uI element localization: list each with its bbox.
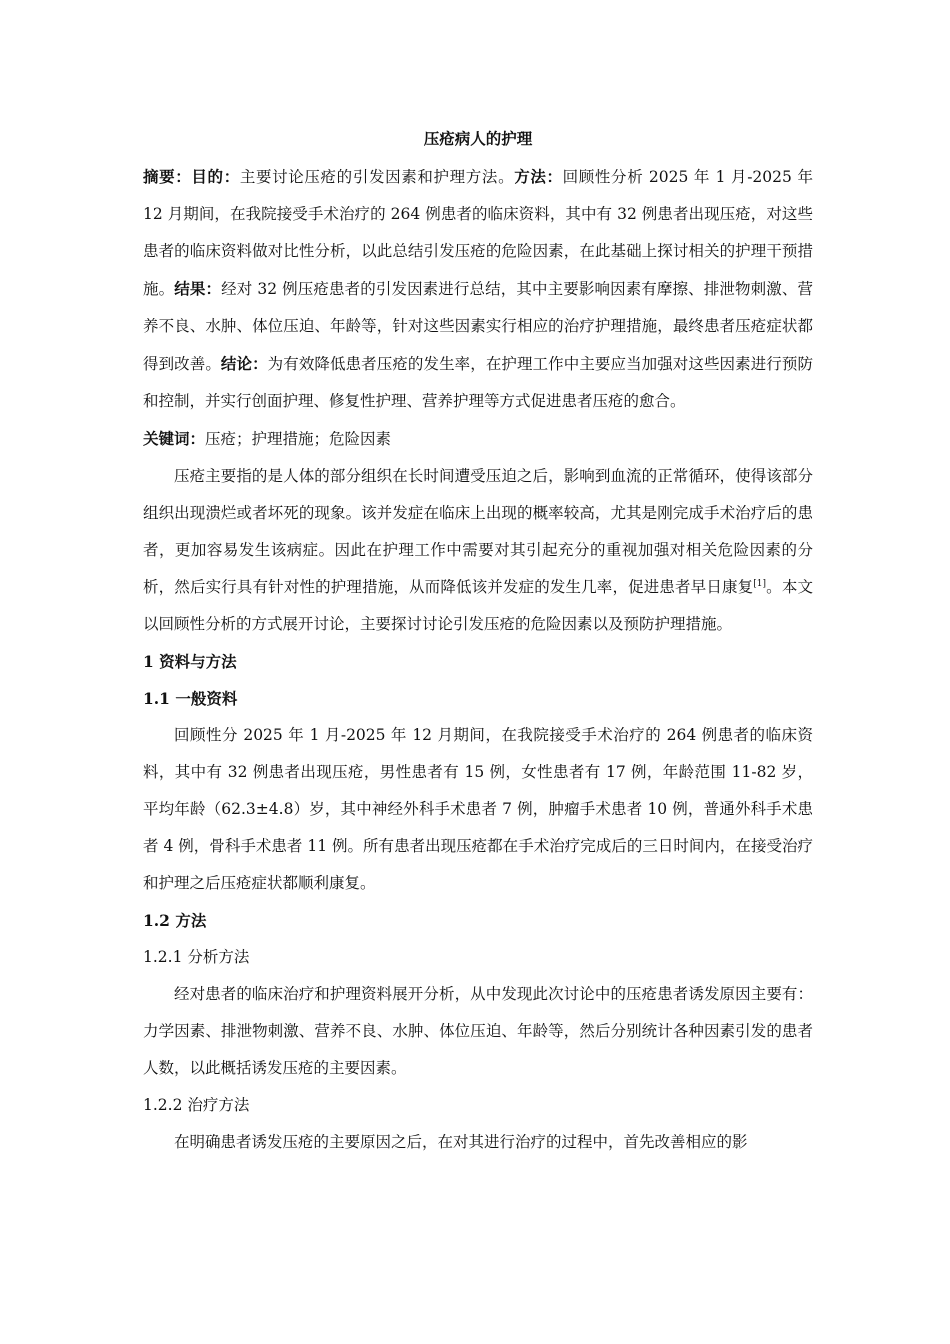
document-page [143, 120, 813, 1161]
method-label: 方法： [514, 167, 563, 186]
intro-paragraph [143, 458, 813, 643]
section-heading-1-2: 1.2 方法 [143, 911, 207, 930]
purpose-text: 主要讨论压疮的引发因素和护理方法。 [239, 168, 515, 186]
section-heading-1-2-2: 1.2.2 治疗方法 [143, 1096, 250, 1114]
conclusion-label: 结论： [220, 354, 268, 373]
document-title: 压疮病人的护理 [423, 129, 533, 148]
general-data-paragraph: 回顾性分 2025 年 1 月-2025 年 12 月期间，在我院接受手术治疗的 264 例患者的临床资料，其中有 32 例患者出现压疮，男性患者有 15 例，女性患者有 17 例，年龄范围 11-82 岁，平均年龄（62.3±4.8）岁，其中神经外科手术患者 7 例，肿瘤手术患者 10 例，普通外科手术患者 4 例，骨科手术患者 11 例。所有患者出现压疮都在手术治疗完成后的三日时间内，在接受治疗和护理之后压疮症状都顺利康复。 [143, 726, 813, 892]
section-heading-1-2-1: 1.2.1 分析方法 [143, 948, 250, 966]
result-text: 经对 32 例压疮患者的引发因素进行总结，其中主要影响因素有摩擦、排泄物刺激、营养不良、水肿、体位压迫、年龄等，针对这些因素实行相应的治疗护理措施，最终患者压疮症状都得到改善。 [143, 280, 813, 373]
intro-text-continued: 。本文以回顾性分析的方式展开讨论，主要探讨讨论引发压疮的危险因素以及预防护理措施。 [143, 578, 813, 633]
method-text: 回顾性分析 2025 年 1 月-2025 年 12 月期间，在我院接受手术治疗的 264 例患者的临床资料，其中有 32 例患者出现压疮，对这些患者的临床资料做对比性分析，以此总结引发压疮的危险因素，在此基础上探讨相关的护理干预措施。 [143, 168, 813, 298]
conclusion-text: 为有效降低患者压疮的发生率，在护理工作中主要应当加强对这些因素进行预防和控制，并实行创面护理、修复性护理、营养护理等方式促进患者压疮的愈合。 [143, 355, 813, 410]
purpose-label: 目的： [191, 167, 240, 186]
reference-marker: [1] [753, 578, 767, 589]
section-heading-1-1: 1.1 一般资料 [143, 689, 238, 708]
keywords-line [143, 420, 813, 458]
abstract-label: 摘要： [143, 167, 192, 186]
keywords-label: 关键词： [143, 429, 206, 448]
keywords-text: 压疮；护理措施；危险因素 [205, 430, 392, 448]
analysis-method-paragraph: 经对患者的临床治疗和护理资料展开分析，从中发现此次讨论中的压疮患者诱发原因主要有：力学因素、排泄物刺激、营养不良、水肿、体位压迫、年龄等，然后分别统计各种因素引发的患者人数，以此概括诱发压疮的主要因素。 [143, 985, 813, 1077]
intro-text: 压疮主要指的是人体的部分组织在长时间遭受压迫之后，影响到血流的正常循环，使得该部分组织出现溃烂或者坏死的现象。该并发症在临床上出现的概率较高，尤其是刚完成手术治疗后的患者，更加容易发生该病症。因此在护理工作中需要对其引起充分的重视加强对相关危险因素的分析，然后实行具有针对性的护理措施，从而降低该并发症的发生几率，促进患者早日康复 [143, 467, 813, 596]
section-heading-1: 1 资料与方法 [143, 652, 237, 671]
treatment-method-paragraph: 在明确患者诱发压疮的主要原因之后，在对其进行治疗的过程中，首先改善相应的影 [174, 1133, 748, 1151]
result-label: 结果： [174, 279, 222, 298]
abstract-paragraph [143, 158, 813, 420]
